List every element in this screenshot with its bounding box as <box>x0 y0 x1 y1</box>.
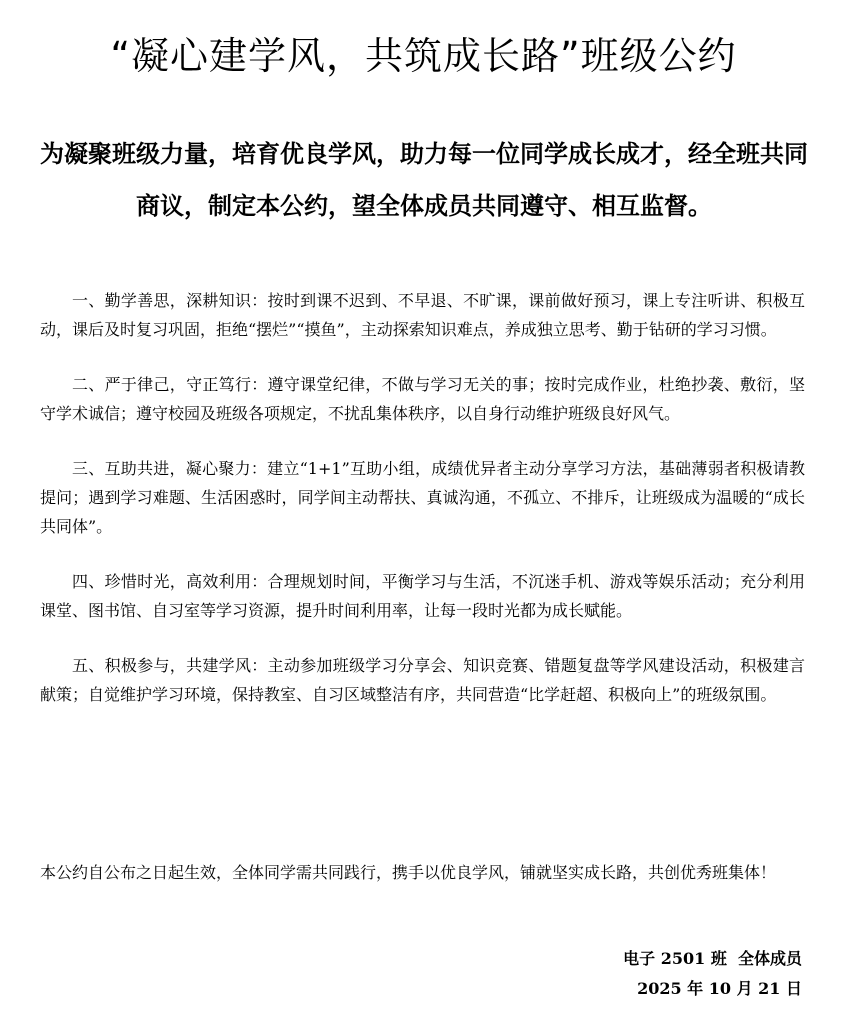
signature-block <box>623 944 802 1004</box>
clause-4: 四、珍惜时光，高效利用：合理规划时间，平衡学习与生活，不沉迷手机、游戏等娱乐活动；充分利用课堂、图书馆、自习室等学习资源，提升时间利用率，让每一段时光都为成长赋能。 <box>40 572 805 620</box>
clause-2: 二、严于律己，守正笃行：遵守课堂纪律，不做与学习无关的事；按时完成作业，杜绝抄袭、敷衍，坚守学术诚信；遵守校园及班级各项规定，不扰乱集体秩序，以自身行动维护班级良好风气。 <box>40 375 805 423</box>
clause-list <box>40 286 805 735</box>
document-title: “凝心建学风，共筑成长路”班级公约 <box>110 34 737 78</box>
signature-date: 2025 年 10 月 21 日 <box>637 979 802 998</box>
intro-paragraph: 为凝聚班级力量，培育优良学风，助力每一位同学成长成才，经全班共同商议，制定本公约，望全体成员共同遵守、相互监督。 <box>40 140 808 220</box>
clause-5: 五、积极参与，共建学风：主动参加班级学习分享会、知识竞赛、错题复盘等学风建设活动，积极建言献策；自觉维护学习环境，保持教室、自习区域整洁有序，共同营造“比学赶超、积极向上”的班级氛围。 <box>40 656 805 704</box>
signer: 电子 2501 班 全体成员 <box>623 949 802 968</box>
closing-paragraph: 本公约自公布之日起生效，全体同学需共同践行，携手以优良学风，铺就坚实成长路，共创优秀班集体！ <box>40 863 777 882</box>
clause-3: 三、互助共进，凝心聚力：建立“1+1”互助小组，成绩优异者主动分享学习方法，基础薄弱者积极请教提问；遇到学习难题、生活困惑时，同学间主动帮扶、真诚沟通，不孤立、不排斥，让班级成为温暖的“成长共同体”。 <box>40 459 805 536</box>
clause-1: 一、勤学善思，深耕知识：按时到课不迟到、不早退、不旷课，课前做好预习，课上专注听讲、积极互动，课后及时复习巩固，拒绝“摆烂”“摸鱼”，主动探索知识难点，养成独立思考、勤于钻研的学习习惯。 <box>40 291 805 339</box>
